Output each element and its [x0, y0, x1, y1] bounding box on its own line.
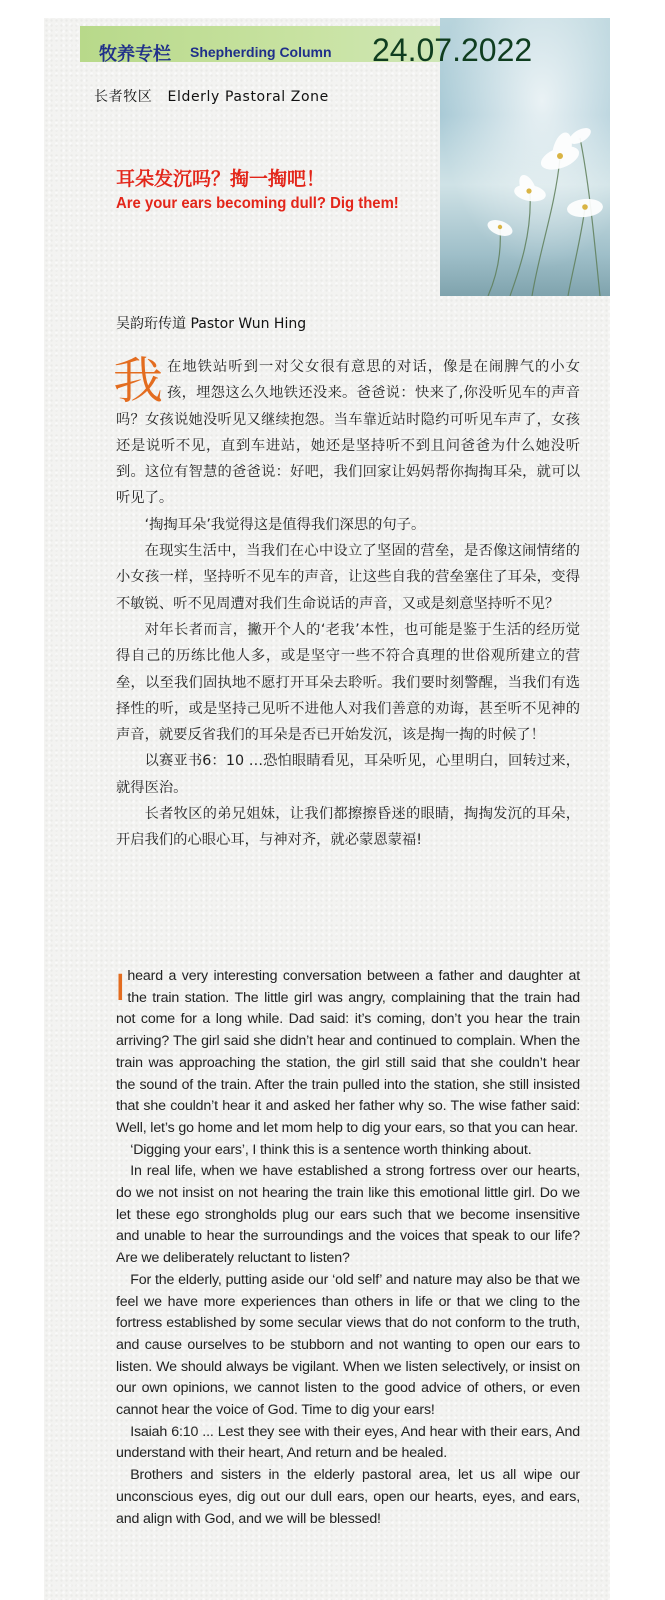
en-paragraph — [116, 966, 580, 1140]
cn-paragraph: 以赛亚书6：10 …恐怕眼睛看见，耳朵听见，心里明白，回转过来，就得医治。 — [116, 753, 580, 796]
cn-paragraph: ‘掏掏耳朵’我觉得这是值得我们深思的句子。 — [144, 516, 426, 533]
pastoral-zone-label: 长者牧区 Elderly Pastoral Zone — [94, 89, 329, 105]
cn-paragraph — [113, 352, 580, 512]
cn-paragraph: 长者牧区的弟兄姐妹，让我们都擦擦昏迷的眼睛，掏掏发沉的耳朵，开启我们的心眼心耳，与神对齐，就必蒙恩蒙福! — [116, 806, 580, 849]
chinese-article-body — [113, 352, 580, 854]
cn-paragraph: 对年长者而言，撇开个人的‘老我’本性，也可能是鉴于生活的经历觉得自己的历练比他人多，或是坚守一些不符合真理的世俗观所建立的营垒，以至我们固执地不愿打开耳朵去聆听。我们要时刻警醒，当我们有选择性的听，或是坚持己见听不进他人对我们善意的劝诲，甚至听不见神的声音，就要反省我们的耳朵是否已开始发沉，该是掏一掏的时候了！ — [116, 621, 580, 744]
article-page — [44, 18, 610, 1600]
article-author: 吴韵珩传道 Pastor Wun Hing — [116, 316, 307, 332]
en-paragraph-text: heard a very interesting conversation between a father and daughter at the train station. The little girl was angry, complaining that the train had not come for a long while. Dad said: it’s coming, don’t you hear the train arriving? The girl said she didn’t hear and continued to complain. When the train was approaching the station, the girl still said that she couldn’t hear the sound of the train. After the train pulled into the station, she still insisted that she couldn’t hear it and asked her father why so. The wise father said: Well, let’s go home and let mom help to dig your ears, so that you can hear. — [116, 968, 580, 1136]
article-title-cn: 耳朵发沉吗？掏一掏吧！ — [116, 168, 326, 190]
en-paragraph: For the elderly, putting aside our ‘old self’ and nature may also be that we feel we have more experiences than others in life or that we cling to the fortress established by some secular views that do not conform to the truth, and cause ourselves to be stubborn and not wanting to open our ears to listen. We should always be vigilant. When we listen selectively, or insist on our own opinions, we cannot listen to the good advice of others, or even cannot hear the voice of God. Time to dig your ears! — [116, 1271, 580, 1419]
column-title-cn: 牧养专栏 — [99, 44, 171, 65]
article-title-en: Are your ears becoming dull? Dig them! — [116, 195, 399, 212]
cn-paragraph: 在现实生活中，当我们在心中设立了坚固的营垒，是否像这闹情绪的小女孩一样，坚持听不见车的声音，让这些自我的营垒塞住了耳朵，变得不敏锐、听不见周遭对我们生命说话的声音，又或是刻意坚持听不见？ — [116, 543, 580, 612]
cn-drop-cap: 我 — [113, 352, 163, 410]
en-drop-cap: I — [115, 967, 126, 1009]
column-title-en: Shepherding Column — [190, 44, 332, 60]
cn-paragraph-text: 在地铁站听到一对父女很有意思的对话，像是在闹脾气的小女孩，埋怨这么久地铁还没来。爸爸说：快来了,你没听见车的声音吗？女孩说她没听见又继续抱怨。当车靠近站时隐约可听见车声了，女孩还是说听不见，直到车进站，她还是坚持听不到且问爸爸为什么她没听到。这位有智慧的爸爸说：好吧，我们回家让妈妈帮你掏掏耳朵，就可以听见了。 — [116, 359, 580, 507]
en-paragraph: Brothers and sisters in the elderly pastoral area, let us all wipe our unconscious eyes, dig out our dull ears, open our hearts, eyes, and ears, and align with God, and we will be blessed! — [116, 1467, 580, 1527]
en-paragraph: Isaiah 6:10 ... Lest they see with their eyes, And hear with their ears, And understand with their heart, And return and be healed. — [116, 1423, 580, 1462]
en-paragraph: ‘Digging your ears’, I think this is a sentence worth thinking about. — [130, 1141, 532, 1158]
en-paragraph: In real life, when we have established a strong fortress over our hearts, do we not insist on not hearing the train like this emotional little girl. Do we let these ego strongholds plug our ears such that we become insensitive and unable to hear the surroundings and the voices that speak to our life? Are we deliberately reluctant to listen? — [116, 1163, 580, 1267]
english-article-body — [116, 966, 580, 1530]
issue-date: 24.07.2022 — [372, 32, 533, 68]
